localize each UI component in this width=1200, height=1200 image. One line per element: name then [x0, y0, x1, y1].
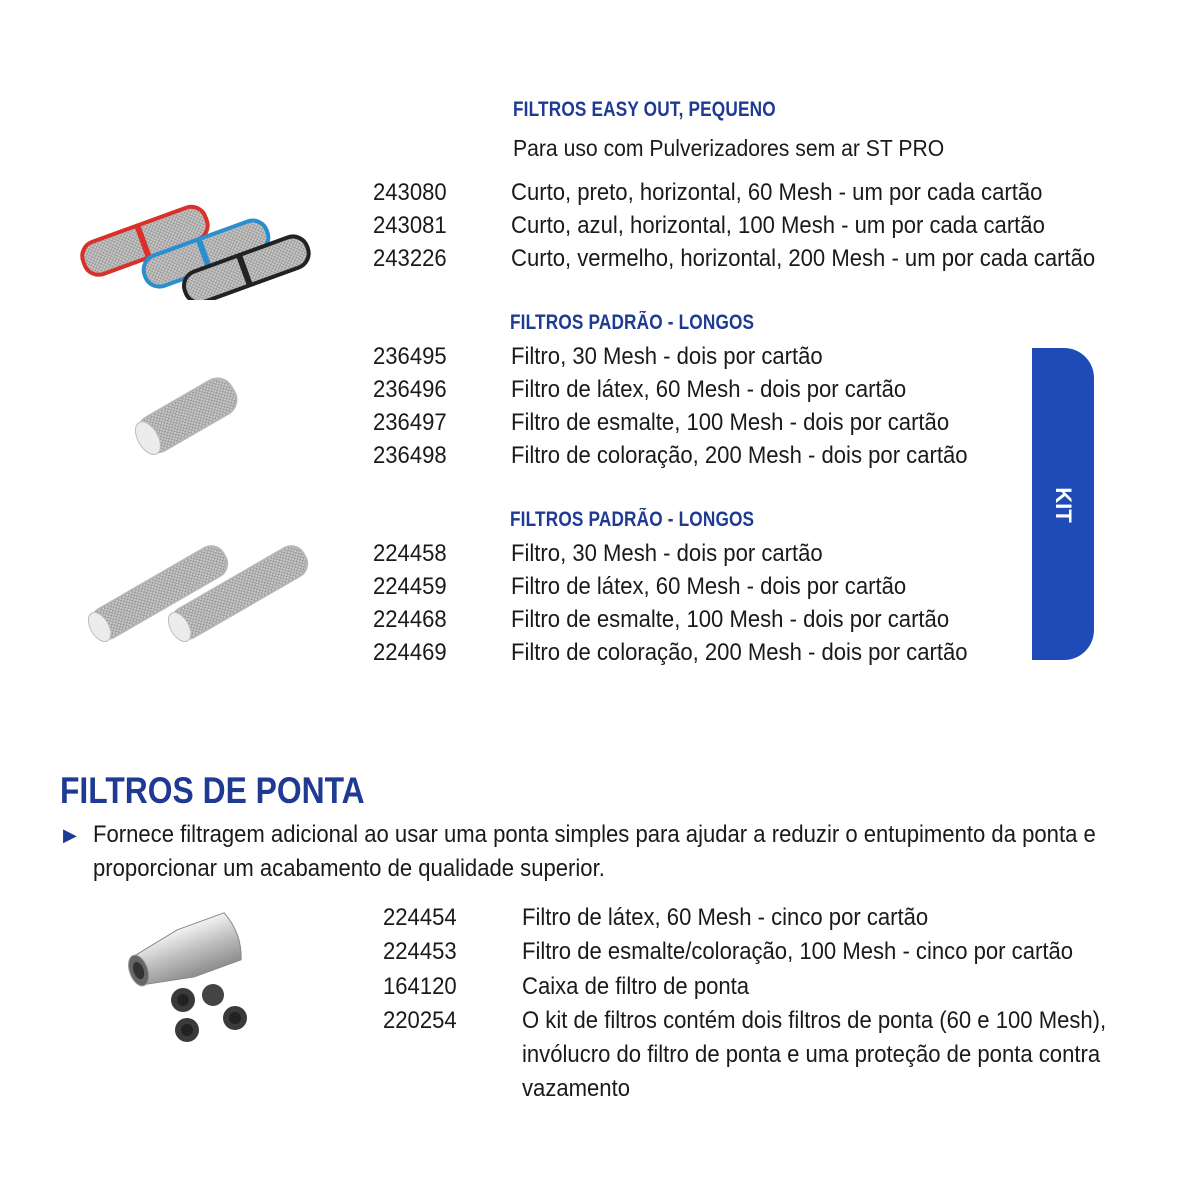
part-number: 224469: [373, 639, 447, 666]
part-description: Caixa de filtro de ponta: [522, 973, 750, 1000]
part-number: 236497: [373, 409, 447, 436]
part-description: Filtro de látex, 60 Mesh - dois por cartão: [511, 376, 907, 403]
part-number: 224453: [383, 938, 457, 965]
part-number: 243080: [373, 179, 447, 206]
part-description: Curto, azul, horizontal, 100 Mesh - um por cada cartão: [511, 212, 1045, 239]
part-description: Filtro de látex, 60 Mesh - cinco por cartão: [522, 904, 929, 931]
part-number: 220254: [383, 1007, 457, 1034]
section-heading-standard-long-2: FILTROS PADRÃO - LONGOS: [510, 508, 755, 531]
part-number: 224459: [373, 573, 447, 600]
easy-out-filters-image: [70, 180, 320, 300]
bullet-description: Fornece filtragem adicional ao usar uma ponta simples para ajudar a reduzir o entupimento da ponta e proporcionar um acabamento de qualidade superior.: [93, 821, 1096, 882]
part-number: 243226: [373, 245, 447, 272]
part-number: 236496: [373, 376, 447, 403]
part-description: Filtro de coloração, 200 Mesh - dois por cartão: [511, 442, 968, 469]
long-filters-image: [75, 535, 315, 655]
part-description: Curto, preto, horizontal, 60 Mesh - um por cada cartão: [511, 179, 1043, 206]
part-number: 243081: [373, 212, 447, 239]
bullet-arrow-icon: ▶: [63, 825, 77, 845]
part-description: Filtro de esmalte, 100 Mesh - dois por cartão: [511, 606, 950, 633]
section-heading-standard-long: FILTROS PADRÃO - LONGOS: [510, 311, 755, 334]
part-description: Filtro de coloração, 200 Mesh - dois por cartão: [511, 639, 968, 666]
part-description: Filtro de esmalte/coloração, 100 Mesh - cinco por cartão: [522, 938, 1074, 965]
part-description: Filtro, 30 Mesh - dois por cartão: [511, 540, 823, 567]
part-number: 224454: [383, 904, 457, 931]
part-description: Filtro de látex, 60 Mesh - dois por cartão: [511, 573, 907, 600]
part-number: 224468: [373, 606, 447, 633]
section-subtitle: Para uso com Pulverizadores sem ar ST PRO: [513, 135, 945, 161]
part-number: 236495: [373, 343, 447, 370]
standard-filter-image: [120, 365, 260, 465]
part-description: Filtro, 30 Mesh - dois por cartão: [511, 343, 823, 370]
section-heading-easy-out: FILTROS EASY OUT, PEQUENO: [513, 98, 776, 121]
part-description: O kit de filtros contém dois filtros de ponta (60 e 100 Mesh), invólucro do filtro de ponta e uma proteção de ponta contra vazamento: [522, 1007, 1107, 1102]
part-number: 164120: [383, 973, 457, 1000]
part-description: Curto, vermelho, horizontal, 200 Mesh - um por cada cartão: [511, 245, 1096, 272]
tip-filter-housing-image: [115, 890, 285, 1060]
kit-tab-label: KIT: [1051, 487, 1076, 523]
page-title-tip-filters: FILTROS DE PONTA: [60, 770, 365, 811]
part-number: 236498: [373, 442, 447, 469]
part-description: Filtro de esmalte, 100 Mesh - dois por cartão: [511, 409, 950, 436]
part-number: 224458: [373, 540, 447, 567]
